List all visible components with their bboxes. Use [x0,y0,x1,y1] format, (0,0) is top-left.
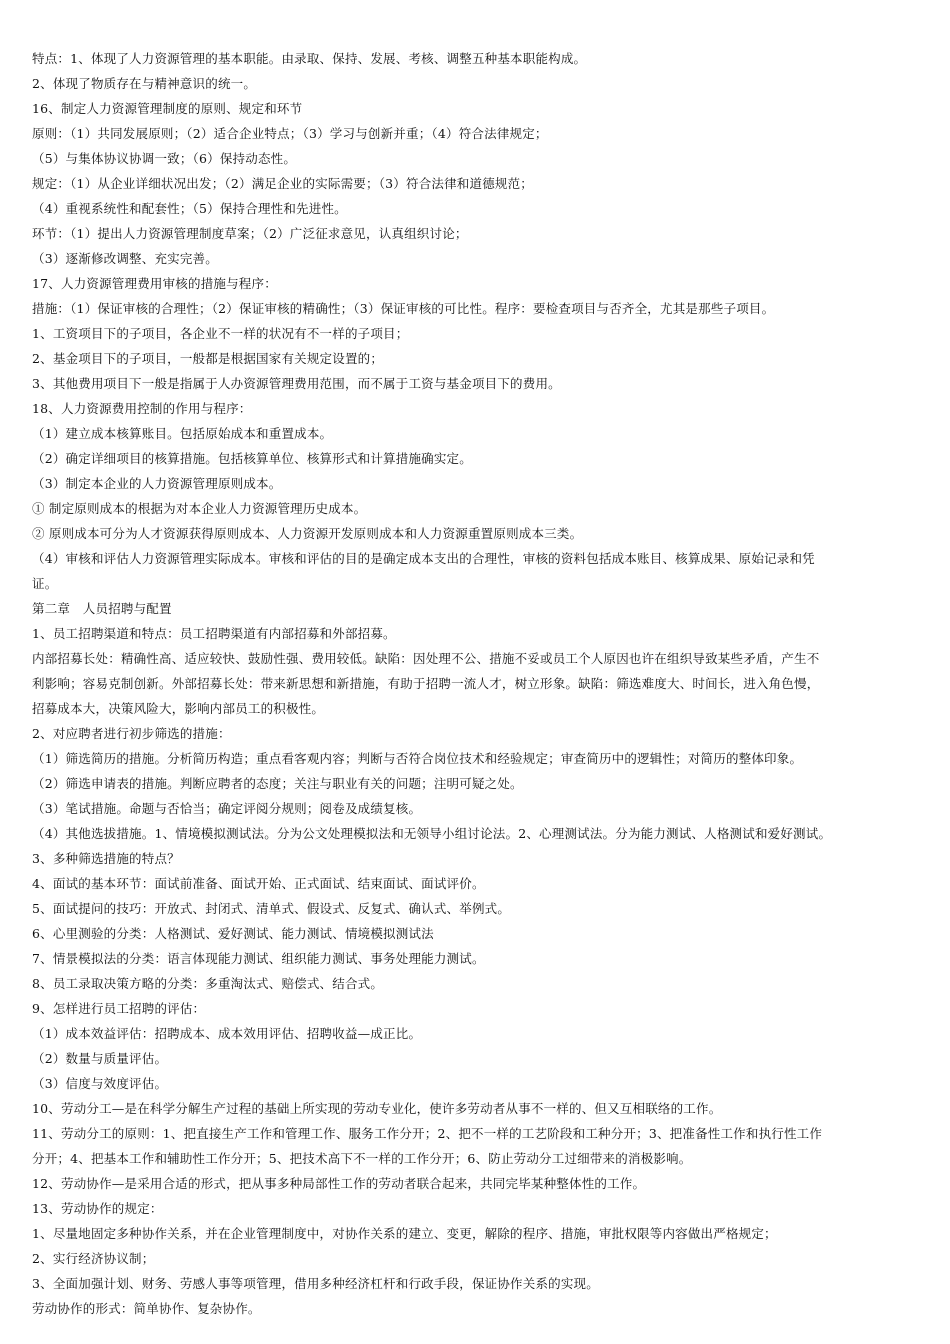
chapter-heading: 第二章 人员招聘与配置 [32,601,172,616]
text-line: （1）筛选简历的措施。分析简历构造；重点看客观内容；判断与否符合岗位技术和经验规定；审查简历中的逻辑性；对简历的整体印象。 [32,751,803,766]
text-line: 2、对应聘者进行初步筛选的措施： [32,726,231,741]
text-line: 3、其他费用项目下一般是指属于人办资源管理费用范围，而不属于工资与基金项目下的费用。 [32,376,561,391]
text-line: （3）信度与效度评估。 [32,1076,168,1091]
text-line: （4）重视系统性和配套性；（5）保持合理性和先进性。 [32,201,347,216]
text-line: 2、体现了物质存在与精神意识的统一。 [32,76,257,91]
text-line: 7、情景模拟法的分类：语言体现能力测试、组织能力测试、事务处理能力测试。 [32,951,485,966]
text-line: 10、劳动分工—是在科学分解生产过程的基础上所实现的劳动专业化，使许多劳动者从事不一样的、但又互相联络的工作。 [32,1101,722,1116]
text-line: （2）确定详细项目的核算措施。包括核算单位、核算形式和计算措施确实定。 [32,451,472,466]
text-line: （3）逐渐修改调整、充实完善。 [32,251,218,266]
text-line: 招募成本大，决策风险大，影响内部员工的积极性。 [32,701,325,716]
text-line: （1）建立成本核算账目。包括原始成本和重置成本。 [32,426,333,441]
section-heading: 16、制定人力资源管理制度的原则、规定和环节 [32,101,303,116]
text-line: 原则：（1）共同发展原则；（2）适合企业特点；（3）学习与创新并重；（4）符合法律规定； [32,126,548,141]
text-line: （4）审核和评估人力资源管理实际成本。审核和评估的目的是确定成本支出的合理性，审核的资料包括成本账目、核算成果、原始记录和凭 [32,551,815,566]
text-line: 5、面试提问的技巧：开放式、封闭式、清单式、假设式、反复式、确认式、举例式。 [32,901,511,916]
text-line: （2）筛选申请表的措施。判断应聘者的态度；关注与职业有关的问题；注明可疑之处。 [32,776,523,791]
text-line: 8、员工录取决策方略的分类：多重淘汰式、赔偿式、结合式。 [32,976,384,991]
text-line: 4、面试的基本环节：面试前准备、面试开始、正式面试、结束面试、面试评价。 [32,876,485,891]
text-line: 证。 [32,576,58,591]
text-line: ② 原则成本可分为人才资源获得原则成本、人力资源开发原则成本和人力资源重置原则成本三类。 [32,526,583,541]
text-line: （2）数量与质量评估。 [32,1051,168,1066]
text-line: 环节：（1）提出人力资源管理制度草案；（2）广泛征求意见，认真组织讨论； [32,226,468,241]
text-line: 利影响；容易克制创新。外部招募长处：带来新思想和新措施，有助于招聘一流人才，树立形象。缺陷：筛选难度大、时间长，进入角色慢， [32,676,820,691]
text-line: 9、怎样进行员工招聘的评估： [32,1001,206,1016]
text-line: 1、工资项目下的子项目，各企业不一样的状况有不一样的子项目； [32,326,409,341]
text-line: 11、劳动分工的原则：1、把直接生产工作和管理工作、服务工作分开；2、把不一样的工艺阶段和工种分开；3、把准备性工作和执行性工作 [32,1126,823,1141]
text-line: 1、尽量地固定多种协作关系，并在企业管理制度中，对协作关系的建立、变更，解除的程序、措施，审批权限等内容做出严格规定； [32,1226,777,1241]
text-line: （3）制定本企业的人力资源管理原则成本。 [32,476,282,491]
text-line: （4）其他选拔措施。1、情境模拟测试法。分为公文处理模拟法和无领导小组讨论法。2、心理测试法。分为能力测试、人格测试和爱好测试。 [32,826,832,841]
text-line: 规定：（1）从企业详细状况出发；（2）满足企业的实际需要；（3）符合法律和道德规范； [32,176,534,191]
text-line: 特点：1、体现了人力资源管理的基本职能。由录取、保持、发展、考核、调整五种基本职能构成。 [32,51,587,66]
text-line: （3）笔试措施。命题与否恰当；确定评阅分规则；阅卷及成绩复核。 [32,801,422,816]
text-line: （5）与集体协议协调一致；（6）保持动态性。 [32,151,297,166]
section-heading: 18、人力资源费用控制的作用与程序： [32,401,252,416]
text-line: 分开；4、把基本工作和辅助性工作分开；5、把技术高下不一样的工作分开；6、防止劳动分工过细带来的消极影响。 [32,1151,692,1166]
text-line: 措施：（1）保证审核的合理性；（2）保证审核的精确性；（3）保证审核的可比性。程序：要检查项目与否齐全，尤其是那些子项目。 [32,301,775,316]
section-heading: 17、人力资源管理费用审核的措施与程序： [32,276,277,291]
document-page [32,46,924,1321]
text-line: 2、基金项目下的子项目，一般都是根据国家有关规定设置的； [32,351,384,366]
text-line: 13、劳动协作的规定： [32,1201,163,1216]
text-line: （1）成本效益评估：招聘成本、成本效用评估、招聘收益—成正比。 [32,1026,422,1041]
text-line: 1、员工招聘渠道和特点：员工招聘渠道有内部招募和外部招募。 [32,626,396,641]
text-line: 12、劳动协作—是采用合适的形式，把从事多种局部性工作的劳动者联合起来，共同完毕某种整体性的工作。 [32,1176,646,1191]
text-line: ① 制定原则成本的根据为对本企业人力资源管理历史成本。 [32,501,367,516]
text-line: 劳动协作的形式：简单协作、复杂协作。 [32,1301,261,1316]
text-line: 2、实行经济协议制； [32,1251,155,1266]
text-line: 内部招募长处：精确性高、适应较快、鼓励性强、费用较低。缺陷：因处理不公、措施不妥或员工个人原因也许在组织导致某些矛盾，产生不 [32,651,820,666]
text-line: 3、全面加强计划、财务、劳感人事等项管理，借用多种经济杠杆和行政手段，保证协作关系的实现。 [32,1276,599,1291]
text-line: 3、多种筛选措施的特点？ [32,851,180,866]
text-line: 6、心里测验的分类：人格测试、爱好测试、能力测试、情境模拟测试法 [32,926,434,941]
